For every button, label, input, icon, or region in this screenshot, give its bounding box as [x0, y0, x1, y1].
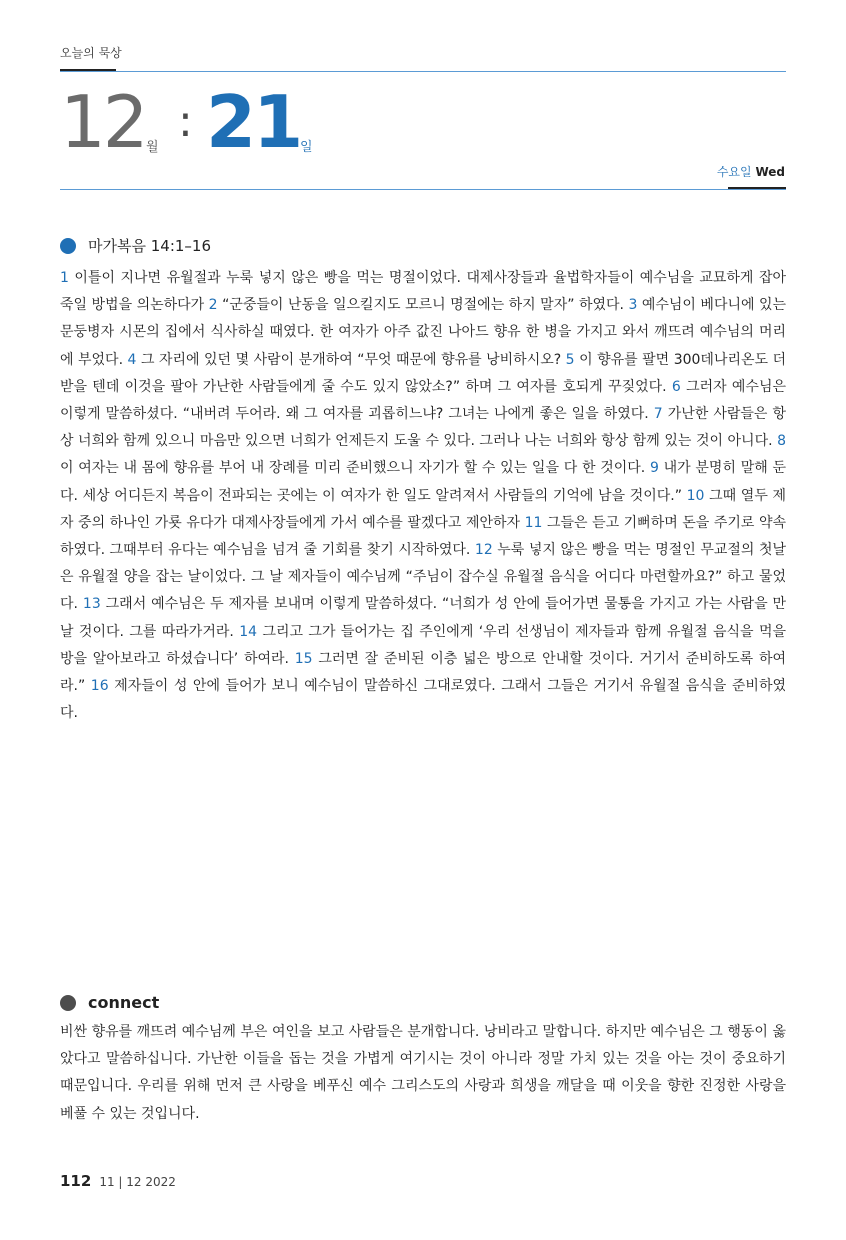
connect-body: 비싼 향유를 깨뜨려 예수님께 부은 여인을 보고 사람들은 분개합니다. 낭비라고 말합니다. 하지만 예수님은 그 행동이 옳았다고 말씀하십니다. 가난한 이들을 돕는 것을 가볍게 여기시는 것이 아니라 정말 가치 있는 것을 아는 것이 중요하기 때문입니다. 우리를 위해 먼저 큰 사랑을 베푸신 예수 그리스도의 사랑과 희생을 깨달을 때 이웃을 향한 진정한 사랑을 베풀 수 있는 것입니다. — [60, 1024, 786, 1122]
bullet-dot-icon — [60, 238, 76, 254]
verse-number: 1 — [60, 270, 69, 286]
verse-text: 이틀이 지나면 유월절과 누룩 넣지 않은 빵을 먹는 명절이었다. 대제사장들과 율법학자들이 예수님을 교묘하게 잡아 죽일 방법을 의논하다가 — [60, 270, 786, 314]
verse-text: 이 향유를 팔면 300데나리온도 더 받을 텐데 이것을 팔아 가난한 사람들에게 줄 수도 있지 않았소?” 하며 그 여자를 호되게 꾸짖었다. — [60, 351, 787, 395]
verse-number: 10 — [686, 487, 705, 504]
verse-number: 12 — [474, 542, 493, 559]
verse-text: 그때 열두 제자 중의 하나인 가룟 유다가 대제사장들에게 가서 예수를 팔겠다고 제안하자 — [60, 487, 786, 531]
verse-number: 4 — [127, 351, 137, 368]
verse-text: 그러자 예수님은 이렇게 말씀하셨다. “내버려 두어라. 왜 그 여자를 괴롭히느냐? 그녀는 나에게 좋은 일을 하였다. — [60, 378, 787, 423]
connect-title: connect — [88, 993, 160, 1012]
verse-text: 이 여자는 내 몸에 향유를 부어 내 장례를 미리 준비했으니 자기가 할 수 있는 일을 다 한 것이다. — [60, 460, 646, 477]
scripture-passage — [60, 265, 786, 727]
verse-text: 누룩 넣지 않은 빵을 먹는 명절인 무교절의 첫날은 유월절 양을 잡는 날이었다. 그 날 제자들이 예수님께 “주님이 잡수실 유월절 음식을 어디다 마련할까요?” 하고 물었다. — [60, 542, 787, 613]
verse-number: 7 — [653, 406, 663, 423]
verse-text: “군중들이 난동을 일으킬지도 모르니 명절에는 하지 말자” 하였다. — [222, 297, 624, 314]
verse-number: 9 — [649, 460, 659, 477]
verse-number: 15 — [294, 650, 313, 667]
verse-text: 그래서 예수님은 두 제자를 보내며 이렇게 말씀하셨다. “너희가 성 안에 들어가면 물통을 가지고 가는 사람을 만날 것이다. 그를 따라가거라. — [60, 596, 787, 640]
mid-rule — [60, 189, 786, 190]
weekday-korean: 수요일 — [716, 165, 752, 179]
issue-date: 11 | 12 2022 — [99, 1175, 176, 1189]
verse-number: 8 — [777, 433, 786, 450]
verse-text: 그 자리에 있던 몇 사람이 분개하여 “무엇 때문에 향유를 낭비하시오? — [140, 351, 562, 368]
date-month: 12 — [60, 80, 146, 164]
verse-number: 3 — [628, 297, 638, 314]
verse-text: 그들은 듣고 기뻐하며 돈을 주기로 약속하였다. 그때부터 유다는 예수님을 넘겨 줄 기회를 찾기 시작하였다. — [60, 514, 787, 559]
verse-text: 그리고 그가 들어가는 집 주인에게 ‘우리 선생님이 제자들과 함께 유월절 음식을 먹을 방을 알아보라고 하셨습니다’ 하여라. — [60, 623, 787, 667]
verse-number: 16 — [90, 678, 109, 695]
verse-text: 가난한 사람들은 항상 너희와 함께 있으니 마음만 있으면 너희가 언제든지 도울 수 있다. 그러나 나는 너희와 항상 함께 있는 것이 아니다. — [60, 406, 786, 450]
month-unit: 월 — [146, 140, 159, 155]
verse-text: 예수님이 베다니에 있는 문둥병자 시몬의 집에서 식사하실 때였다. 한 여자가 아주 값진 나아드 향유 한 병을 가지고 와서 깨뜨려 예수님의 머리에 부었다. — [60, 297, 787, 368]
verse-number: 6 — [671, 378, 681, 395]
weekday-english: Wed — [755, 165, 785, 179]
top-rule — [60, 71, 786, 72]
verse-text: 내가 분명히 말해 둔다. 세상 어디든지 복음이 전파되는 곳에는 이 여자가 한 일도 알려져서 사람들의 기억에 남을 것이다.” — [60, 460, 787, 504]
footer — [60, 1172, 176, 1190]
verse-text: 제자들이 성 안에 들어가 보니 예수님이 말씀하신 그대로였다. 그래서 그들은 거기서 유월절 음식을 준비하였다. — [60, 678, 786, 722]
connect-heading — [60, 993, 159, 1012]
verse-number: 2 — [208, 297, 218, 314]
bullet-dot-icon — [60, 995, 76, 1011]
verse-number: 13 — [82, 596, 101, 613]
header-label: 오늘의 묵상 — [60, 46, 122, 60]
verse-number: 11 — [524, 514, 543, 531]
date-colon: : — [178, 96, 193, 147]
date-day: 21 — [206, 80, 301, 164]
scripture-reference: 마가복음 14:1–16 — [88, 237, 211, 255]
verse-text: 그러면 잘 준비된 이층 넓은 방으로 안내할 것이다. 거기서 준비하도록 하여라.” — [60, 650, 786, 695]
weekday — [717, 163, 785, 180]
scripture-heading — [60, 235, 211, 256]
verse-number: 5 — [565, 351, 575, 368]
day-unit: 일 — [300, 140, 313, 155]
verse-number: 14 — [239, 623, 258, 640]
page-number: 112 — [60, 1172, 92, 1190]
